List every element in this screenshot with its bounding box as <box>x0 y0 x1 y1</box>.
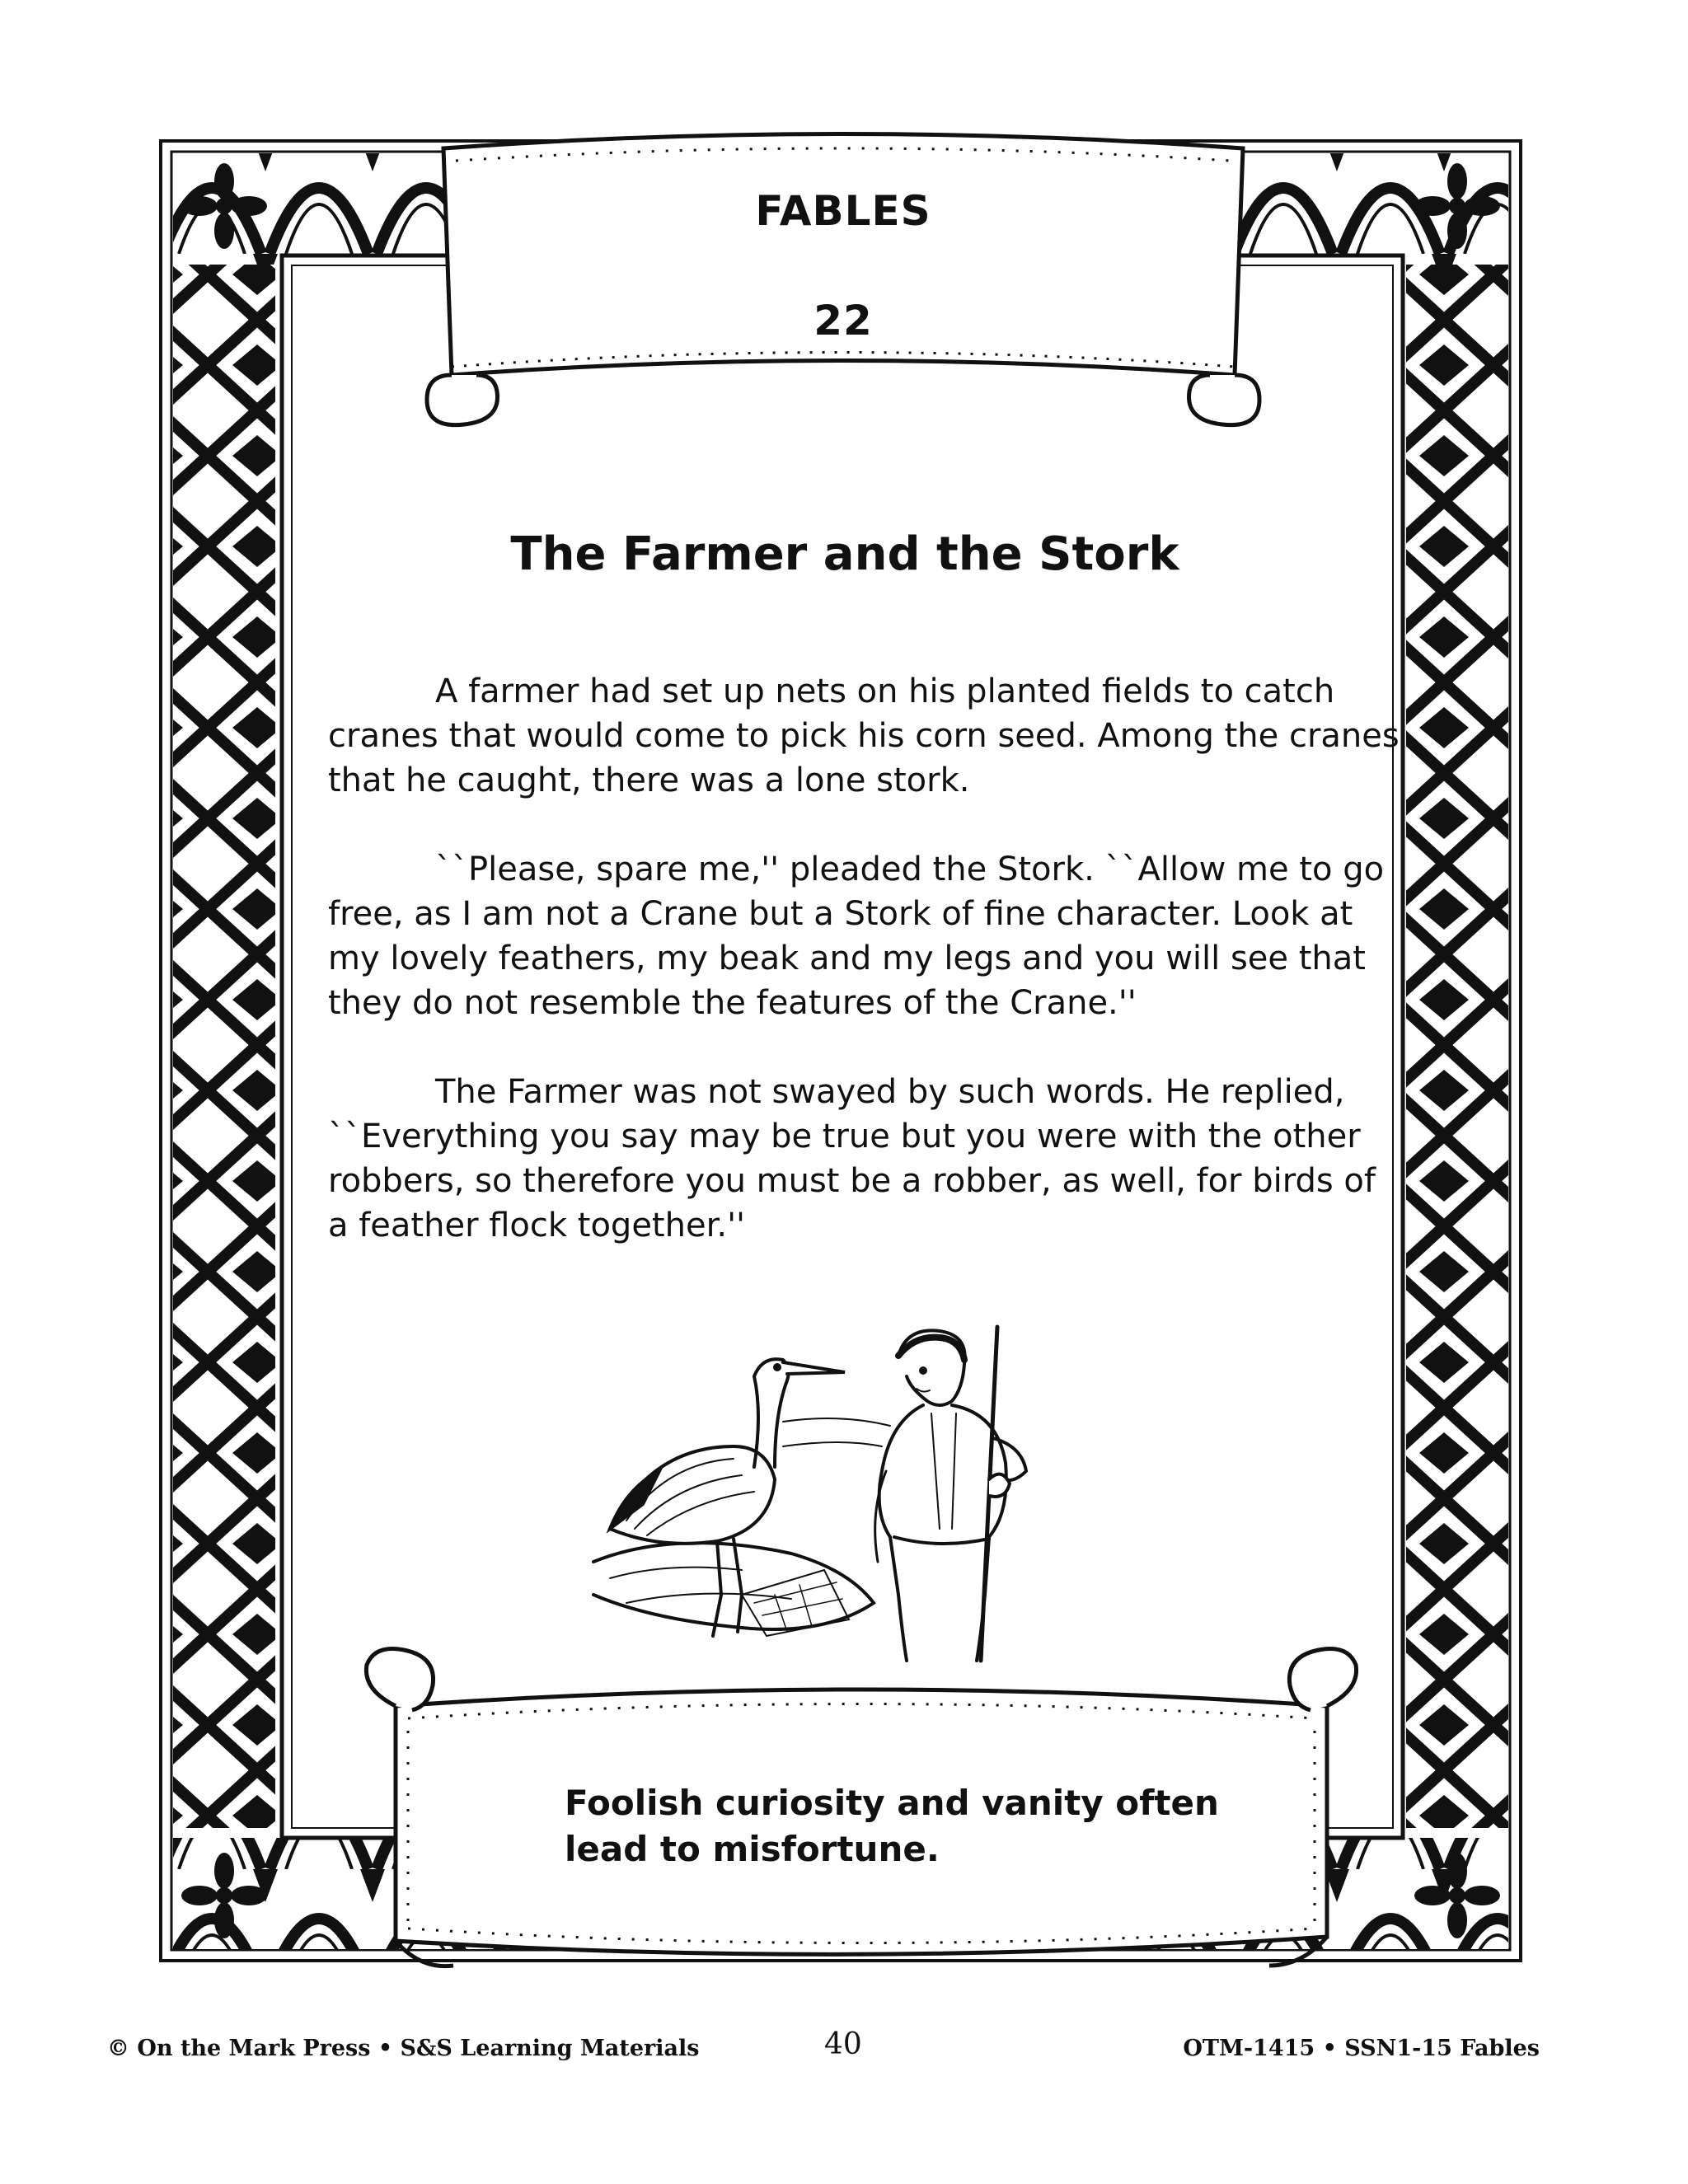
header-scroll <box>419 128 1268 441</box>
story-paragraph: The Farmer was not swayed by such words. He replied, ``Everything you say may be true but you were with the other robbers, so therefore you must be a robber, as well, for birds of a feather flock together.'' <box>328 1073 1376 1244</box>
moral-text <box>565 1780 1224 1872</box>
story-title: The Farmer and the Stork <box>510 527 1179 581</box>
story-paragraph: ``Please, spare me,'' pleaded the Stork. ``Allow me to go free, as I am not a Crane but a Stork of fine character. Look at my lovely feathers, my beak and my legs and you will see that they do not resemble the features of the Crane.'' <box>328 851 1385 1022</box>
stork-and-farmer-illustration-icon <box>577 1323 1104 1669</box>
fable-number: 22 <box>814 297 873 344</box>
story-body <box>328 669 1400 1292</box>
page-number: 40 <box>824 2027 862 2061</box>
scroll-banner-icon <box>419 128 1268 441</box>
footer-catalog: OTM-1415 • SSN1-15 Fables <box>1183 2036 1540 2061</box>
story-paragraph: A farmer had set up nets on his planted fields to catch cranes that would come to pick his corn seed. Among the cranes that he caught, there was a lone stork. <box>328 673 1400 799</box>
moral-line: lead to misfortune. <box>565 1829 940 1869</box>
footer-publisher: © On the Mark Press • S&S Learning Materials <box>107 2036 700 2061</box>
page-title: FABLES <box>755 187 931 235</box>
moral-line: Foolish curiosity and vanity often <box>565 1783 1219 1823</box>
